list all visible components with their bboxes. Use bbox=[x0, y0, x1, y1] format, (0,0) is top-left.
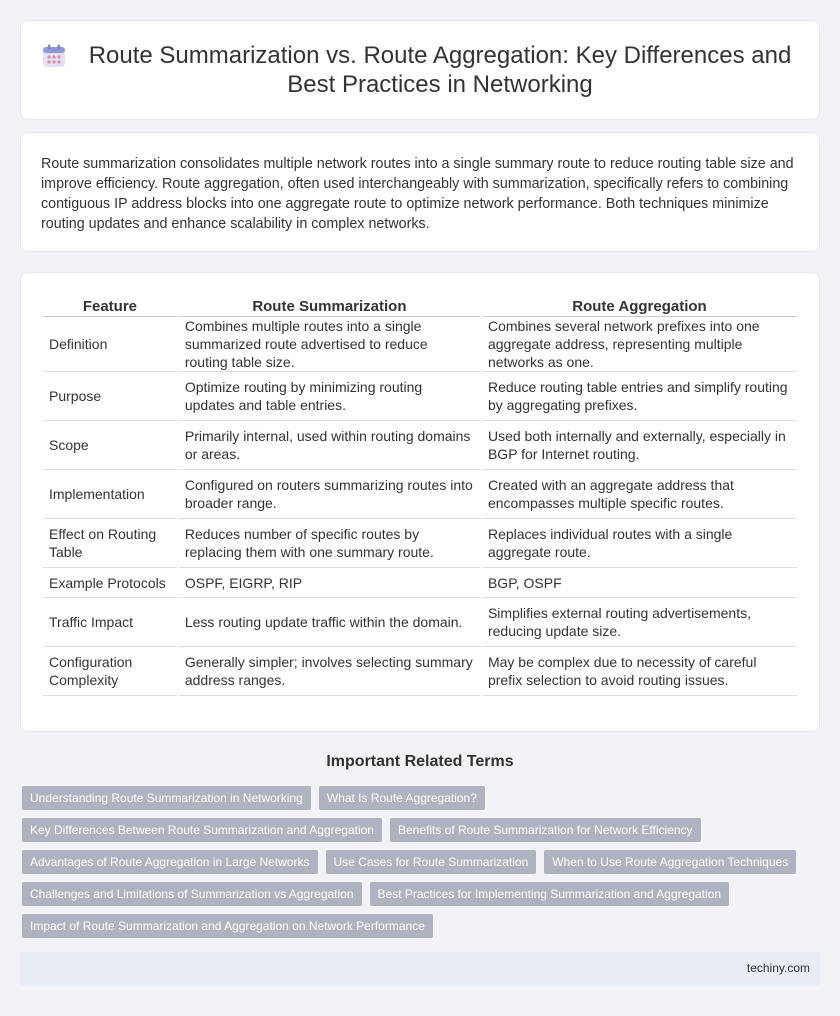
related-terms-list bbox=[22, 786, 822, 938]
header-route-summarization: Route Summarization bbox=[179, 295, 480, 317]
table-row bbox=[43, 568, 797, 598]
table-header-row bbox=[43, 295, 797, 317]
aggregation-cell: Reduce routing table entries and simplify routing by aggregating prefixes. bbox=[482, 372, 797, 421]
comparison-card bbox=[20, 272, 820, 732]
aggregation-cell: Simplifies external routing advertisements, reducing update size. bbox=[482, 598, 797, 647]
feature-cell: Definition bbox=[43, 317, 177, 372]
related-term-link[interactable]: Benefits of Route Summarization for Network Efficiency bbox=[390, 818, 701, 842]
intro-paragraph: Route summarization consolidates multiple network routes into a single summary route to reduce routing table size and improve efficiency. Route aggregation, often used interchangeably with summarization, specifically refers to combining contiguous IP address blocks into one aggregate route to optimize network performance. Both techniques minimize routing updates and enhance scalability in complex networks. bbox=[41, 156, 794, 232]
related-term-link[interactable]: Advantages of Route Aggregation in Large Networks bbox=[22, 850, 318, 874]
footer bbox=[20, 952, 820, 986]
related-term-link[interactable]: Understanding Route Summarization in Networking bbox=[22, 786, 311, 810]
aggregation-cell: Replaces individual routes with a single aggregate route. bbox=[482, 519, 797, 568]
summarization-cell: Combines multiple routes into a single summarized route advertised to reduce routing table size. bbox=[179, 317, 480, 372]
table-row bbox=[43, 421, 797, 470]
aggregation-cell: May be complex due to necessity of careful prefix selection to avoid routing issues. bbox=[482, 647, 797, 696]
summarization-cell: Optimize routing by minimizing routing updates and table entries. bbox=[179, 372, 480, 421]
aggregation-cell: Combines several network prefixes into one aggregate address, representing multiple networks as one. bbox=[482, 317, 797, 372]
table-row bbox=[43, 598, 797, 647]
feature-cell: Implementation bbox=[43, 470, 177, 519]
page-title: Route Summarization vs. Route Aggregation: Key Differences and Best Practices in Networking bbox=[88, 42, 792, 98]
summarization-cell: Configured on routers summarizing routes into broader range. bbox=[179, 470, 480, 519]
aggregation-cell: Created with an aggregate address that encompasses multiple specific routes. bbox=[482, 470, 797, 519]
feature-cell: Effect on Routing Table bbox=[43, 519, 177, 568]
related-term-link[interactable]: Best Practices for Implementing Summarization and Aggregation bbox=[370, 882, 730, 906]
table-row bbox=[43, 647, 797, 696]
aggregation-cell: Used both internally and externally, especially in BGP for Internet routing. bbox=[482, 421, 797, 470]
footer-site-name[interactable]: techiny.com bbox=[746, 961, 810, 975]
summarization-cell: Generally simpler; involves selecting summary address ranges. bbox=[179, 647, 480, 696]
intro-card bbox=[20, 132, 820, 252]
header-card bbox=[20, 20, 820, 120]
related-terms-title: Important Related Terms bbox=[326, 753, 514, 770]
summarization-cell: OSPF, EIGRP, RIP bbox=[179, 568, 480, 598]
related-term-link[interactable]: Use Cases for Route Summarization bbox=[326, 850, 537, 874]
related-term-link[interactable]: When to Use Route Aggregation Techniques bbox=[544, 850, 796, 874]
related-term-link[interactable]: Impact of Route Summarization and Aggregation on Network Performance bbox=[22, 914, 433, 938]
table-row bbox=[43, 372, 797, 421]
title-row bbox=[21, 21, 819, 119]
table-row bbox=[43, 470, 797, 519]
comparison-table bbox=[41, 295, 799, 696]
header-route-aggregation: Route Aggregation bbox=[482, 295, 797, 317]
table-row bbox=[43, 519, 797, 568]
feature-cell: Purpose bbox=[43, 372, 177, 421]
header-feature: Feature bbox=[43, 295, 177, 317]
summarization-cell: Reduces number of specific routes by replacing them with one summary route. bbox=[179, 519, 480, 568]
feature-cell: Traffic Impact bbox=[43, 598, 177, 647]
summarization-cell: Primarily internal, used within routing domains or areas. bbox=[179, 421, 480, 470]
related-term-link[interactable]: Key Differences Between Route Summarization and Aggregation bbox=[22, 818, 382, 842]
summarization-cell: Less routing update traffic within the domain. bbox=[179, 598, 480, 647]
feature-cell: Configuration Complexity bbox=[43, 647, 177, 696]
related-term-link[interactable]: Challenges and Limitations of Summarization vs Aggregation bbox=[22, 882, 362, 906]
related-term-link[interactable]: What Is Route Aggregation? bbox=[319, 786, 485, 810]
aggregation-cell: BGP, OSPF bbox=[482, 568, 797, 598]
feature-cell: Scope bbox=[43, 421, 177, 470]
feature-cell: Example Protocols bbox=[43, 568, 177, 598]
table-row bbox=[43, 317, 797, 372]
calendar-icon bbox=[41, 43, 67, 69]
